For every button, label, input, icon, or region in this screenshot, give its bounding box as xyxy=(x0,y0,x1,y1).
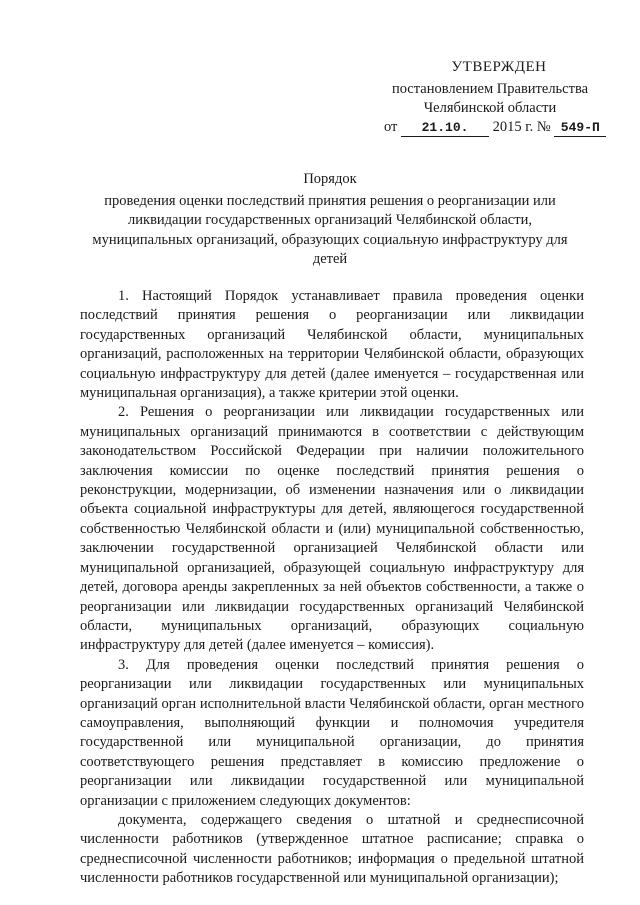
date-prefix: от xyxy=(384,119,398,135)
paragraph-1: 1. Настоящий Порядок устанавливает правила проведения оценки последствий принятия решения о реорганизации или ликвидации государственных организаций Челябинской области, муниципальных организаций, расположенных на территории Челябинской области, образующих социальную инфраструктуру для детей (далее именуется – государственная или муниципальная организация), а также критерии этой оценки. xyxy=(80,288,584,402)
approval-line-1: постановлением Правительства xyxy=(391,81,589,97)
approval-stamp xyxy=(370,58,610,137)
approval-date-line xyxy=(384,118,610,137)
heading-subtitle: проведения оценки последствий принятия решения о реорганизации или ликвидации государственных организаций Челябинской области, муниципальных организаций, образующих социальную инфраструктуру для детей xyxy=(92,192,568,267)
approval-line-2: Челябинской области xyxy=(423,100,557,116)
date-value: 21.10. xyxy=(401,120,489,137)
year-text: 2015 г. № xyxy=(492,119,551,135)
paragraph-4: документа, содержащего сведения о штатной и среднесписочной численности работников (утвержденное штатное расписание; справка о среднесписочной численности работников; информация о предельной штатной численности работников государственной или муниципальной организации); xyxy=(80,811,584,887)
document-body xyxy=(80,287,584,889)
paragraph-2: 2. Решения о реорганизации или ликвидации государственных или муниципальных организаций принимаются в соответствии с действующим законодательством Российской Федерации при наличии положительного заключения комиссии по оценке последствий принятия решения о реконструкции, модернизации, об изменении назначения или о ликвидации объекта социальной инфраструктуры для детей, являющегося государственной собственностью Челябинской области и (или) муниципальной собственностью, заключении государственной организацией Челябинской области или муниципальной организацией, образующей социальную инфраструктуру для детей, договора аренды закрепленных за ней объектов собственности, а также о реорганизации или ликвидации государственных организаций Челябинской области, муниципальных организаций, образующих социальную инфраструктуру для детей (далее именуется – комиссия). xyxy=(80,404,584,654)
paragraph-3: 3. Для проведения оценки последствий принятия решения о реорганизации или ликвидации государственных или муниципальных организаций орган исполнительной власти Челябинской области, орган местного самоуправления, выполняющий функции и полномочия учредителя государственной или муниципальной организации, до принятия соответствующего решения представляет в комиссию предложение о реорганизации или ликвидации государственной или муниципальной организации с приложением следующих документов: xyxy=(80,656,584,809)
heading-title: Порядок xyxy=(303,171,357,187)
document-heading xyxy=(80,170,580,270)
document-number: 549-П xyxy=(554,120,606,137)
approval-title: УТВЕРЖДЕН xyxy=(451,59,547,75)
